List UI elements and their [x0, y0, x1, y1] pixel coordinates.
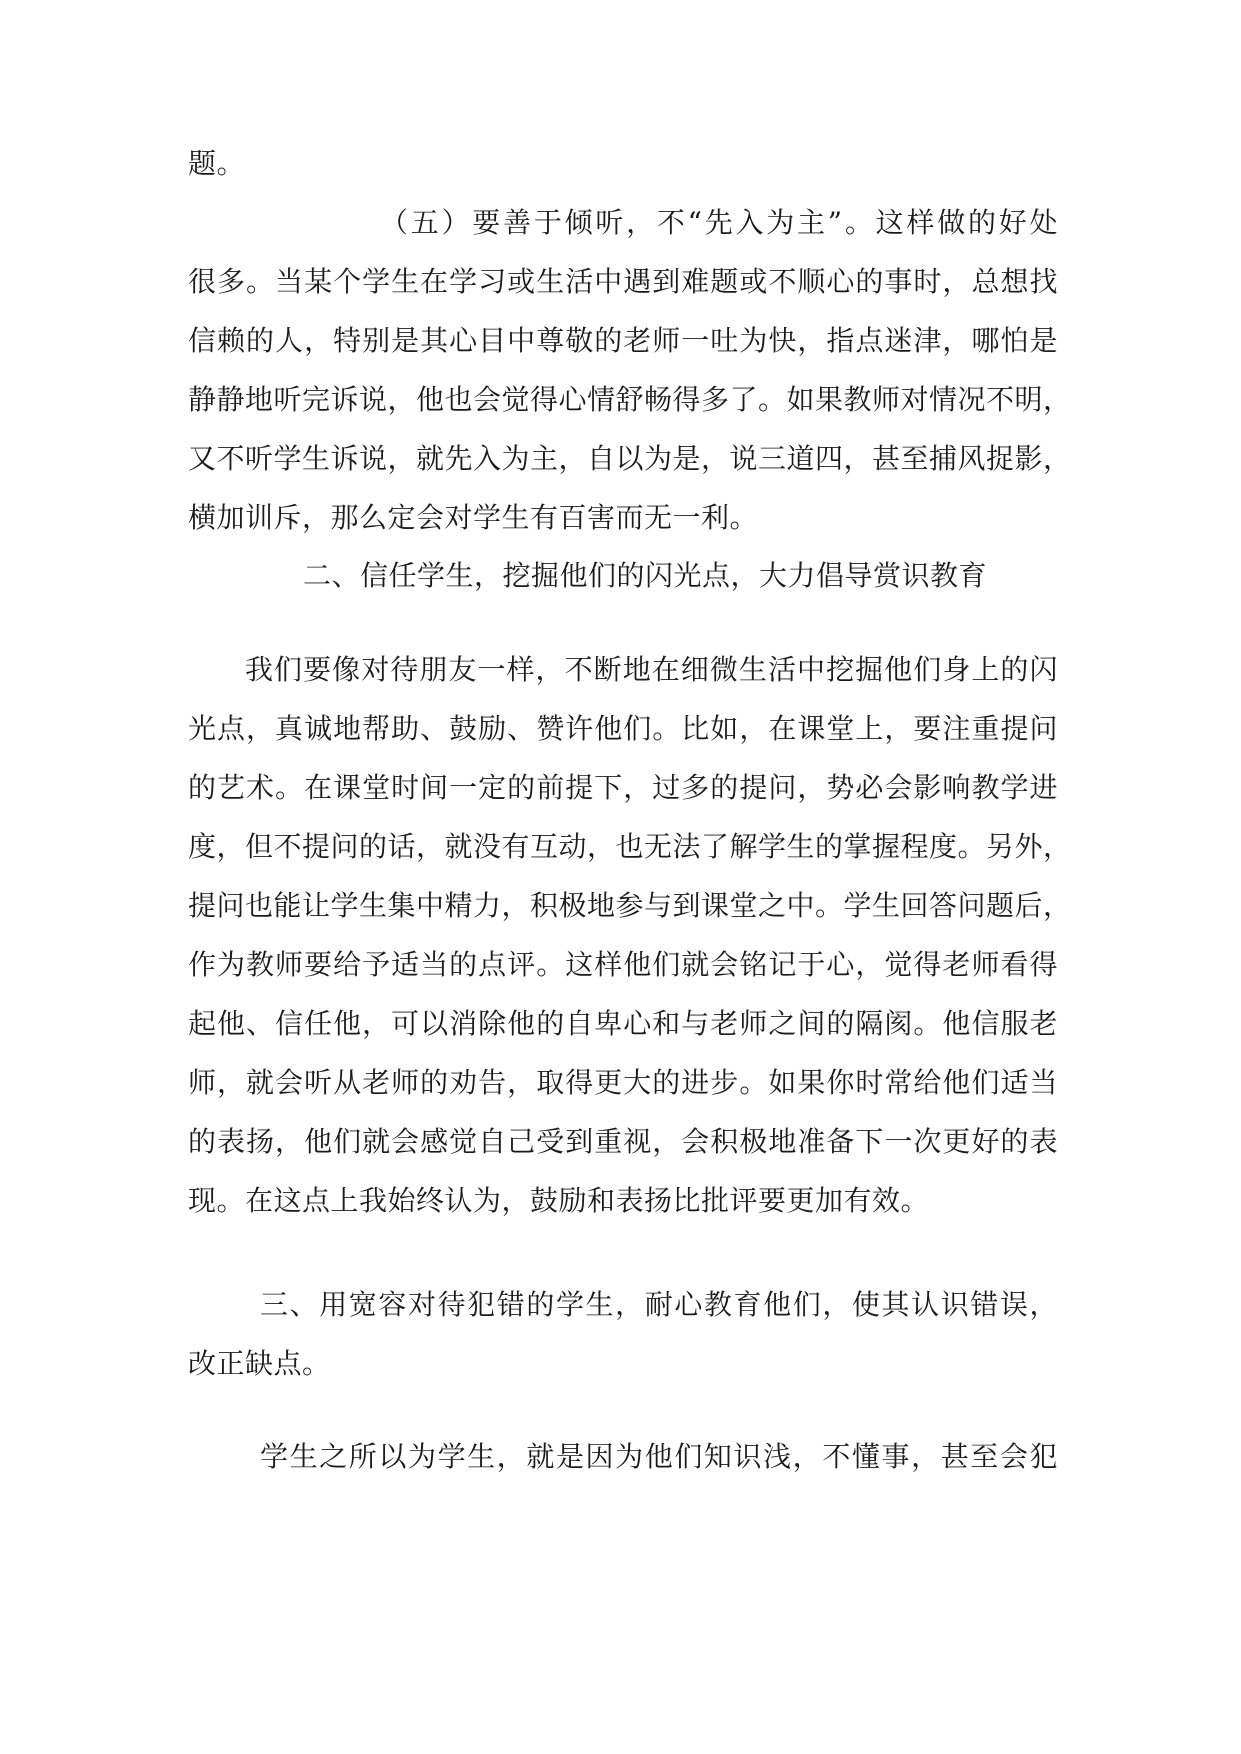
text-line: 很多。当某个学生在学习或生活中遇到难题或不顺心的事时，总想找: [188, 265, 1058, 298]
text-line: 光点，真诚地帮助、鼓励、赞许他们。比如，在课堂上，要注重提问: [188, 712, 1058, 745]
text-line: 信赖的人，特别是其心目中尊敬的老师一吐为快，指点迷津，哪怕是: [188, 324, 1058, 357]
text-line: 题。: [188, 147, 246, 180]
text-line: （五）要善于倾听，不“先入为主”。这样做的好处: [380, 206, 1058, 239]
section-heading: 二、信任学生，挖掘他们的闪光点，大力倡导赏识教育: [303, 559, 988, 592]
text-line: 起他、信任他，可以消除他的自卑心和与老师之间的隔阂。他信服老: [188, 1007, 1058, 1040]
section-heading: 三、用宽容对待犯错的学生，耐心教育他们，使其认识错误，: [260, 1288, 1058, 1321]
text-line: 作为教师要给予适当的点评。这样他们就会铭记于心，觉得老师看得: [188, 948, 1058, 981]
text-line: 横加训斥，那么定会对学生有百害而无一利。: [188, 501, 759, 534]
text-line: 静静地听完诉说，他也会觉得心情舒畅得多了。如果教师对情况不明，: [188, 383, 1072, 416]
text-line: 现。在这点上我始终认为，鼓励和表扬比批评要更加有效。: [188, 1184, 930, 1217]
text-line: 的艺术。在课堂时间一定的前提下，过多的提问，势必会影响教学进: [188, 771, 1058, 804]
text-line: 的表扬，他们就会感觉自己受到重视，会积极地准备下一次更好的表: [188, 1125, 1058, 1158]
text-line: 学生之所以为学生，就是因为他们知识浅，不懂事，甚至会犯: [260, 1440, 1058, 1473]
section-heading-continued: 改正缺点。: [188, 1347, 331, 1380]
text-line: 又不听学生诉说，就先入为主，自以为是，说三道四，甚至捕风捉影，: [188, 442, 1072, 475]
text-line: 提问也能让学生集中精力，积极地参与到课堂之中。学生回答问题后，: [188, 889, 1072, 922]
text-line: 师，就会听从老师的劝告，取得更大的进步。如果你时常给他们适当: [188, 1066, 1058, 1099]
text-line: 度，但不提问的话，就没有互动，也无法了解学生的掌握程度。另外，: [188, 830, 1072, 863]
text-line: 我们要像对待朋友一样，不断地在细微生活中挖掘他们身上的闪: [245, 653, 1058, 686]
